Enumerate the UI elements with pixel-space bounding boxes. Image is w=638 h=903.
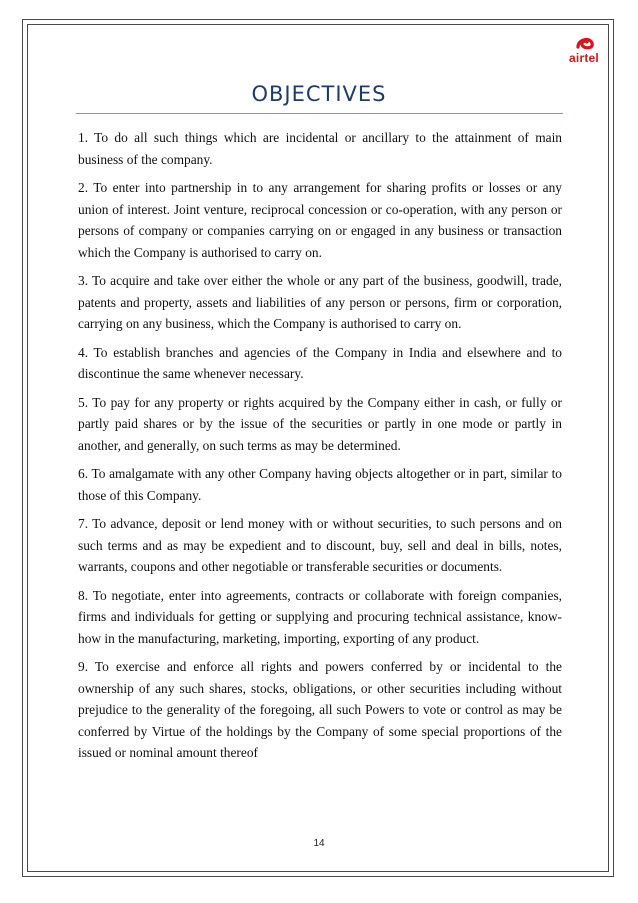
airtel-logo-text: airtel (569, 51, 599, 65)
objective-item: 5. To pay for any property or rights acquired by the Company either in cash, or fully or partly paid shares or by the issue of the securities or partly in one mode or partly in another, and generally, on such terms as may be determined. (78, 394, 562, 453)
objective-item: 3. To acquire and take over either the whole or any part of the business, goodwill, trade, patents and property, assets and liabilities of any person or persons, firm or corporation, carrying on any business, which the Company is authorised to carry on. (78, 273, 562, 331)
objectives-list (78, 127, 562, 771)
page-title: OBJECTIVES (251, 82, 387, 106)
objective-item: 9. To exercise and enforce all rights and powers conferred by or incidental to the ownership of any such shares, stocks, obligations, or other securities including without prejudice to the generality of the foregoing, all such Powers to vote or control as may be conferred by Virtue of the holdings by the Company of some special proportions of the issued or nominal amount thereof (78, 659, 562, 760)
objective-item: 6. To amalgamate with any other Company having objects altogether or in part, similar to those of this Company. (78, 466, 562, 503)
objective-item: 2. To enter into partnership in to any arrangement for sharing profits or losses or any union of interest. Joint venture, reciprocal concession or co-operation, with any person or persons of company or companies carrying on or engaged in any business or transaction which the Company is authorised to carry on. (78, 180, 562, 260)
objective-item: 7. To advance, deposit or lend money with or without securities, to such persons and on such terms and as may be expedient and to discount, buy, sell and deal in bills, notes, warrants, coupons and other negotiable or transferable securities or documents. (78, 516, 562, 574)
objective-item: 1. To do all such things which are incidental or ancillary to the attainment of main business of the company. (78, 130, 562, 167)
objective-item: 8. To negotiate, enter into agreements, contracts or collaborate with foreign companies, firms and individuals for getting or supplying and procuring technical assistance, know-how in the manufacturing, marketing, importing, exporting of any product. (78, 587, 562, 646)
page-number: 14 (313, 838, 325, 849)
objective-item: 4. To establish branches and agencies of the Company in India and elsewhere and to discontinue the same whenever necessary. (78, 344, 562, 381)
title-underline (76, 113, 563, 114)
